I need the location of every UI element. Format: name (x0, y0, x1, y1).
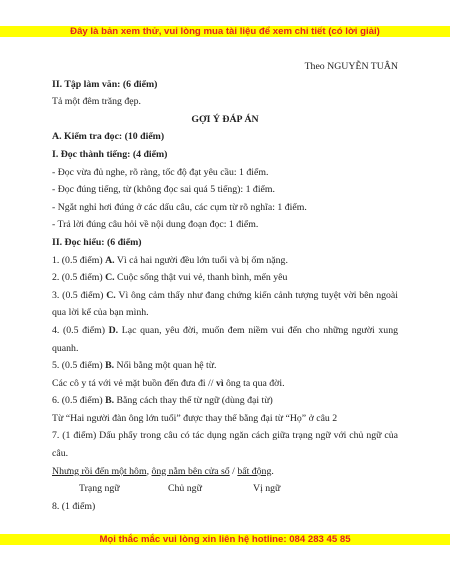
answer-q4: 4. (0.5 điểm) D. Lạc quan, yêu đời, muốn đem niềm vui đến cho những người xung quanh. (52, 324, 398, 354)
document-body (52, 58, 398, 515)
author-line: Theo NGUYỄN TUÂN (304, 61, 398, 72)
section2-title: II. Tập làm văn: (6 điểm) (52, 78, 158, 90)
read-aloud-item: - Đọc đúng tiếng, từ (không đọc sai quá 5 tiếng): 1 điểm. (52, 184, 275, 196)
hotline-banner: Mọi thắc mắc vui lòng xin liên hệ hotline: 084 283 45 85 (0, 534, 450, 545)
answer-q1: 1. (0.5 điểm) A. Vì cả hai người đều lớn tuổi và bị ốm nặng. (52, 254, 288, 266)
tag-chu-ngu: Chủ ngữ (168, 483, 202, 495)
answer-q6: 6. (0.5 điểm) B. Bằng cách thay thế từ ngữ (dùng đại từ) (52, 395, 273, 407)
read-aloud-item: - Ngắt nghỉ hơi đúng ở các dấu câu, các cụm từ rõ nghĩa: 1 điểm. (52, 201, 307, 213)
answer-q5-example: Các cô y tá với vẻ mặt buồn đến đưa đi // vì ông ta qua đời. (52, 377, 285, 389)
tag-trang-ngu: Trạng ngữ (79, 483, 120, 495)
section2-task: Tả một đêm trăng đẹp. (52, 96, 141, 108)
read-aloud-item: - Trả lời đúng câu hỏi về nội dung đoạn đọc: 1 điểm. (52, 219, 259, 231)
answer-q8: 8. (1 điểm) (52, 500, 96, 512)
answer-q3: 3. (0.5 điểm) C. Vì ông cảm thấy như đang chứng kiến cảnh tượng tuyệt vời bên ngoài qua lời kể của bạn mình. (52, 289, 398, 319)
read-aloud-item: - Đọc vừa đủ nghe, rõ ràng, tốc độ đạt yêu cầu: 1 điểm. (52, 166, 269, 178)
answer-q7-tags (52, 480, 398, 498)
part-a-title: A. Kiểm tra đọc: (10 điểm) (52, 131, 165, 143)
answer-title: GỢI Ý ĐÁP ÁN (191, 113, 259, 125)
preview-banner: Đây là bản xem thử, vui lòng mua tài liệu để xem chi tiết (có lời giải) (0, 26, 450, 37)
read-aloud-title: I. Đọc thành tiếng: (4 điểm) (52, 148, 168, 160)
answer-q5: 5. (0.5 điểm) B. Nối bằng một quan hệ từ. (52, 360, 217, 372)
answer-q6-explain: Từ “Hai người đàn ông lớn tuổi” được thay thế bằng đại từ “Họ” ở câu 2 (52, 412, 338, 424)
tag-vi-ngu: Vị ngữ (253, 483, 281, 495)
comprehension-title: II. Đọc hiểu: (6 điểm) (52, 236, 142, 248)
answer-q7-sentence: Nhưng rồi đến một hôm, ông nằm bên cửa sổ / bất động. (52, 465, 274, 477)
answer-q7: 7. (1 điểm) Dấu phẩy trong câu có tác dụng ngăn cách giữa trạng ngữ với chủ ngữ của câu. (52, 430, 398, 460)
answer-q2: 2. (0.5 điểm) C. Cuộc sống thật vui vẻ, thanh bình, mến yêu (52, 272, 288, 284)
